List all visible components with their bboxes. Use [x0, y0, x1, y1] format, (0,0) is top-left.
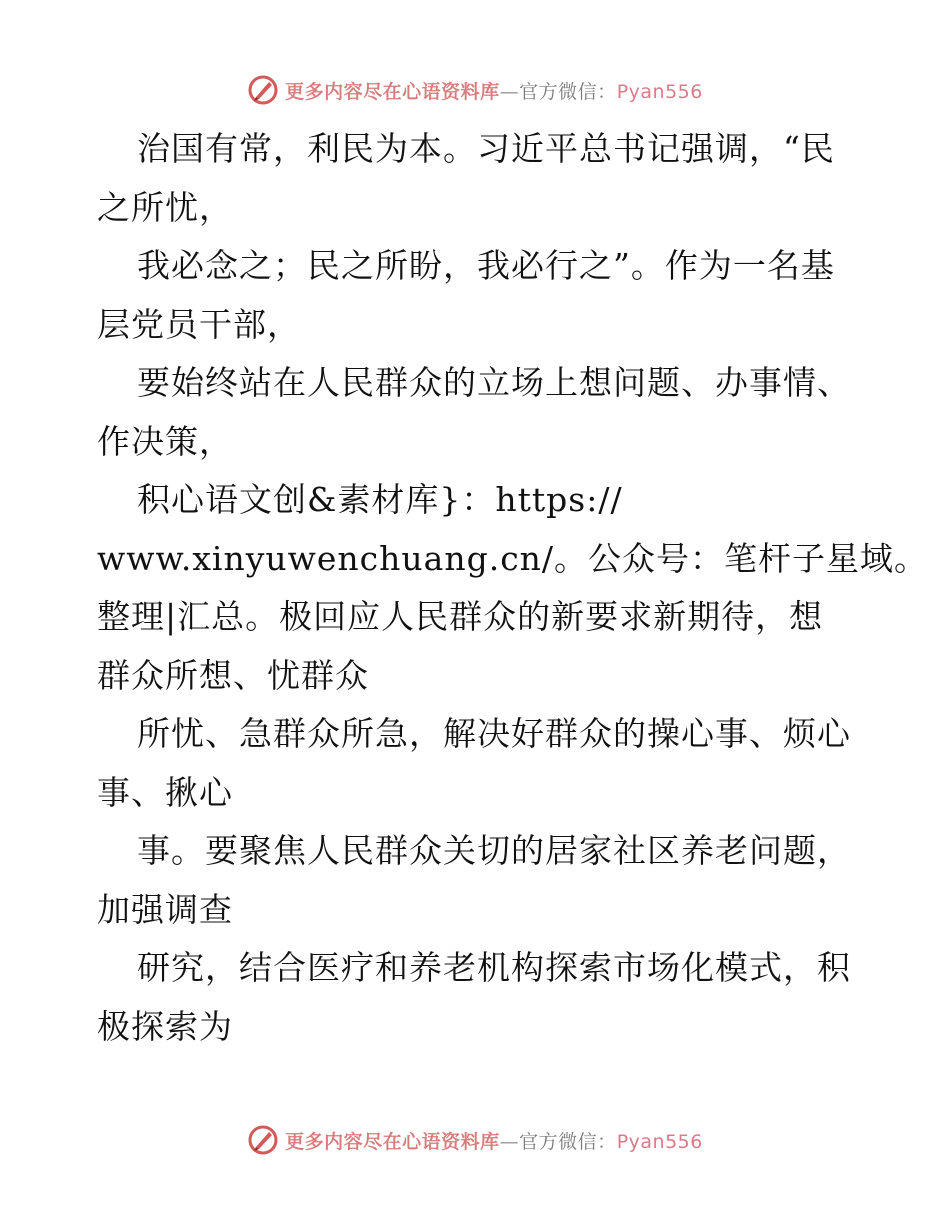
text-line: www.xinyuwenchuang.cn/。公众号：笔杆子星域。 [97, 538, 929, 578]
text-line: 我必念之；民之所盼，我必行之”。作为一名基 [137, 246, 835, 285]
banner-main-text: 更多内容尽在心语资料库 [285, 1130, 500, 1153]
text-line: 整理|汇总。极回应人民群众的新要求新期待，想 [97, 597, 824, 636]
pen-logo-icon [247, 1124, 279, 1156]
text-line: 作决策， [97, 421, 233, 461]
text-line: 加强调查 [97, 889, 233, 929]
pen-logo-icon [247, 74, 279, 106]
text-line: 层党员干部， [97, 304, 301, 344]
text-line: 研究，结合医疗和养老机构探索市场化模式，积 [137, 948, 851, 987]
banner-dash: — [499, 1130, 520, 1153]
banner-wechat-id: Pyan556 [616, 80, 703, 103]
text-line: 极探索为 [97, 1006, 233, 1046]
text-line: 之所忧， [97, 187, 233, 227]
document-body [97, 120, 929, 1056]
text-line: 所忧、急群众所急，解决好群众的操心事、烦心 [137, 714, 851, 753]
banner-wechat-id: Pyan556 [616, 1130, 703, 1153]
text-line: 要始终站在人民群众的立场上想问题、办事情、 [137, 363, 851, 402]
footer-banner [0, 1120, 950, 1160]
header-banner [0, 70, 950, 110]
banner-official-label: 官方微信： [519, 1130, 617, 1153]
text-line: 事。要聚焦人民群众关切的居家社区养老问题， [137, 831, 851, 870]
banner-text [285, 1127, 703, 1154]
text-line: 积心语文创&素材库}：https:// [137, 480, 623, 519]
banner-official-label: 官方微信： [519, 80, 617, 103]
text-line: 治国有常，利民为本。习近平总书记强调，“民 [137, 129, 835, 168]
text-line: 群众所想、忧群众 [97, 655, 369, 695]
text-line: 事、揪心 [97, 772, 233, 812]
banner-dash: — [499, 80, 520, 103]
banner-main-text: 更多内容尽在心语资料库 [285, 80, 500, 103]
banner-text [285, 77, 703, 104]
